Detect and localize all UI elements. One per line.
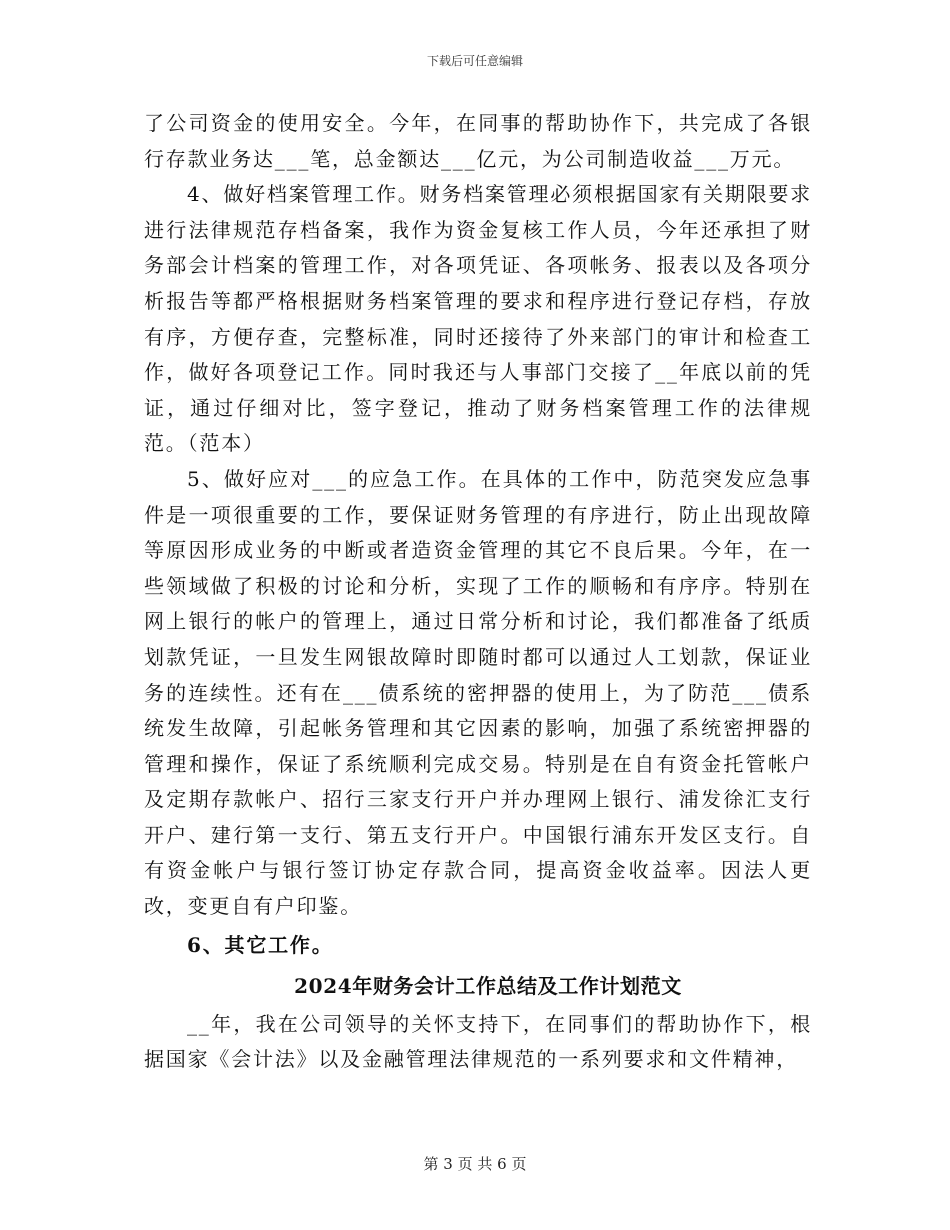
- section-heading-other-work: 6、其它工作。: [187, 932, 334, 957]
- paragraph-intro: 了公司资金的使用安全。今年，在同事的帮助协作下，共完成了各银行存款业务达___笔，总金额达___亿元，为公司制造收益___万元。: [144, 111, 812, 171]
- page-number: 第 3 页 共 6 页: [423, 1155, 527, 1173]
- paragraph-next-document-intro: __年，我在公司领导的关怀支持下，在同事们的帮助协作下，根据国家《会计法》以及金融管理法律规范的一系列要求和文件精神，: [144, 1011, 812, 1072]
- document-title: 2024年财务会计工作总结及工作计划范文: [294, 973, 682, 998]
- document-body: [144, 106, 812, 1078]
- page-header-note: 下载后可任意编辑: [426, 54, 523, 68]
- paragraph-archive-management: 4、做好档案管理工作。财务档案管理必须根据国家有关期限要求进行法律规范存档备案，我作为资金复核工作人员，今年还承担了财务部会计档案的管理工作，对各项凭证、各项帐务、报表以及各项分析报告等都严格根据财务档案管理的要求和程序进行登记存档，存放有序，方便存查，完整标准，同时还接待了外来部门的审计和检查工作，做好各项登记工作。同时我还与人事部门交接了__年底以前的凭证，通过仔细对比，签字登记，推动了财务档案管理工作的法律规范。（范本）: [144, 182, 812, 456]
- paragraph-emergency-work: 5、做好应对___的应急工作。在具体的工作中，防范突发应急事件是一项很重要的工作，要保证财务管理的有序进行，防止出现故障等原因形成业务的中断或者造资金管理的其它不良后果。今年，在一些领域做了积极的讨论和分析，实现了工作的顺畅和有序序。特别在网上银行的帐户的管理上，通过日常分析和讨论，我们都准备了纸质划款凭证，一旦发生网银故障时即随时都可以通过人工划款，保证业务的连续性。还有在___债系统的密押器的使用上，为了防范___债系统发生故障，引起帐务管理和其它因素的影响，加强了系统密押器的管理和操作，保证了系统顺利完成交易。特别是在自有资金托管帐户及定期存款帐户、招行三家支行开户并办理网上银行、浦发徐汇支行开户、建行第一支行、第五支行开户。中国银行浦东开发区支行。自有资金帐户与银行签订协定存款合同，提高资金收益率。因法人更改，变更自有户印鉴。: [144, 466, 812, 919]
